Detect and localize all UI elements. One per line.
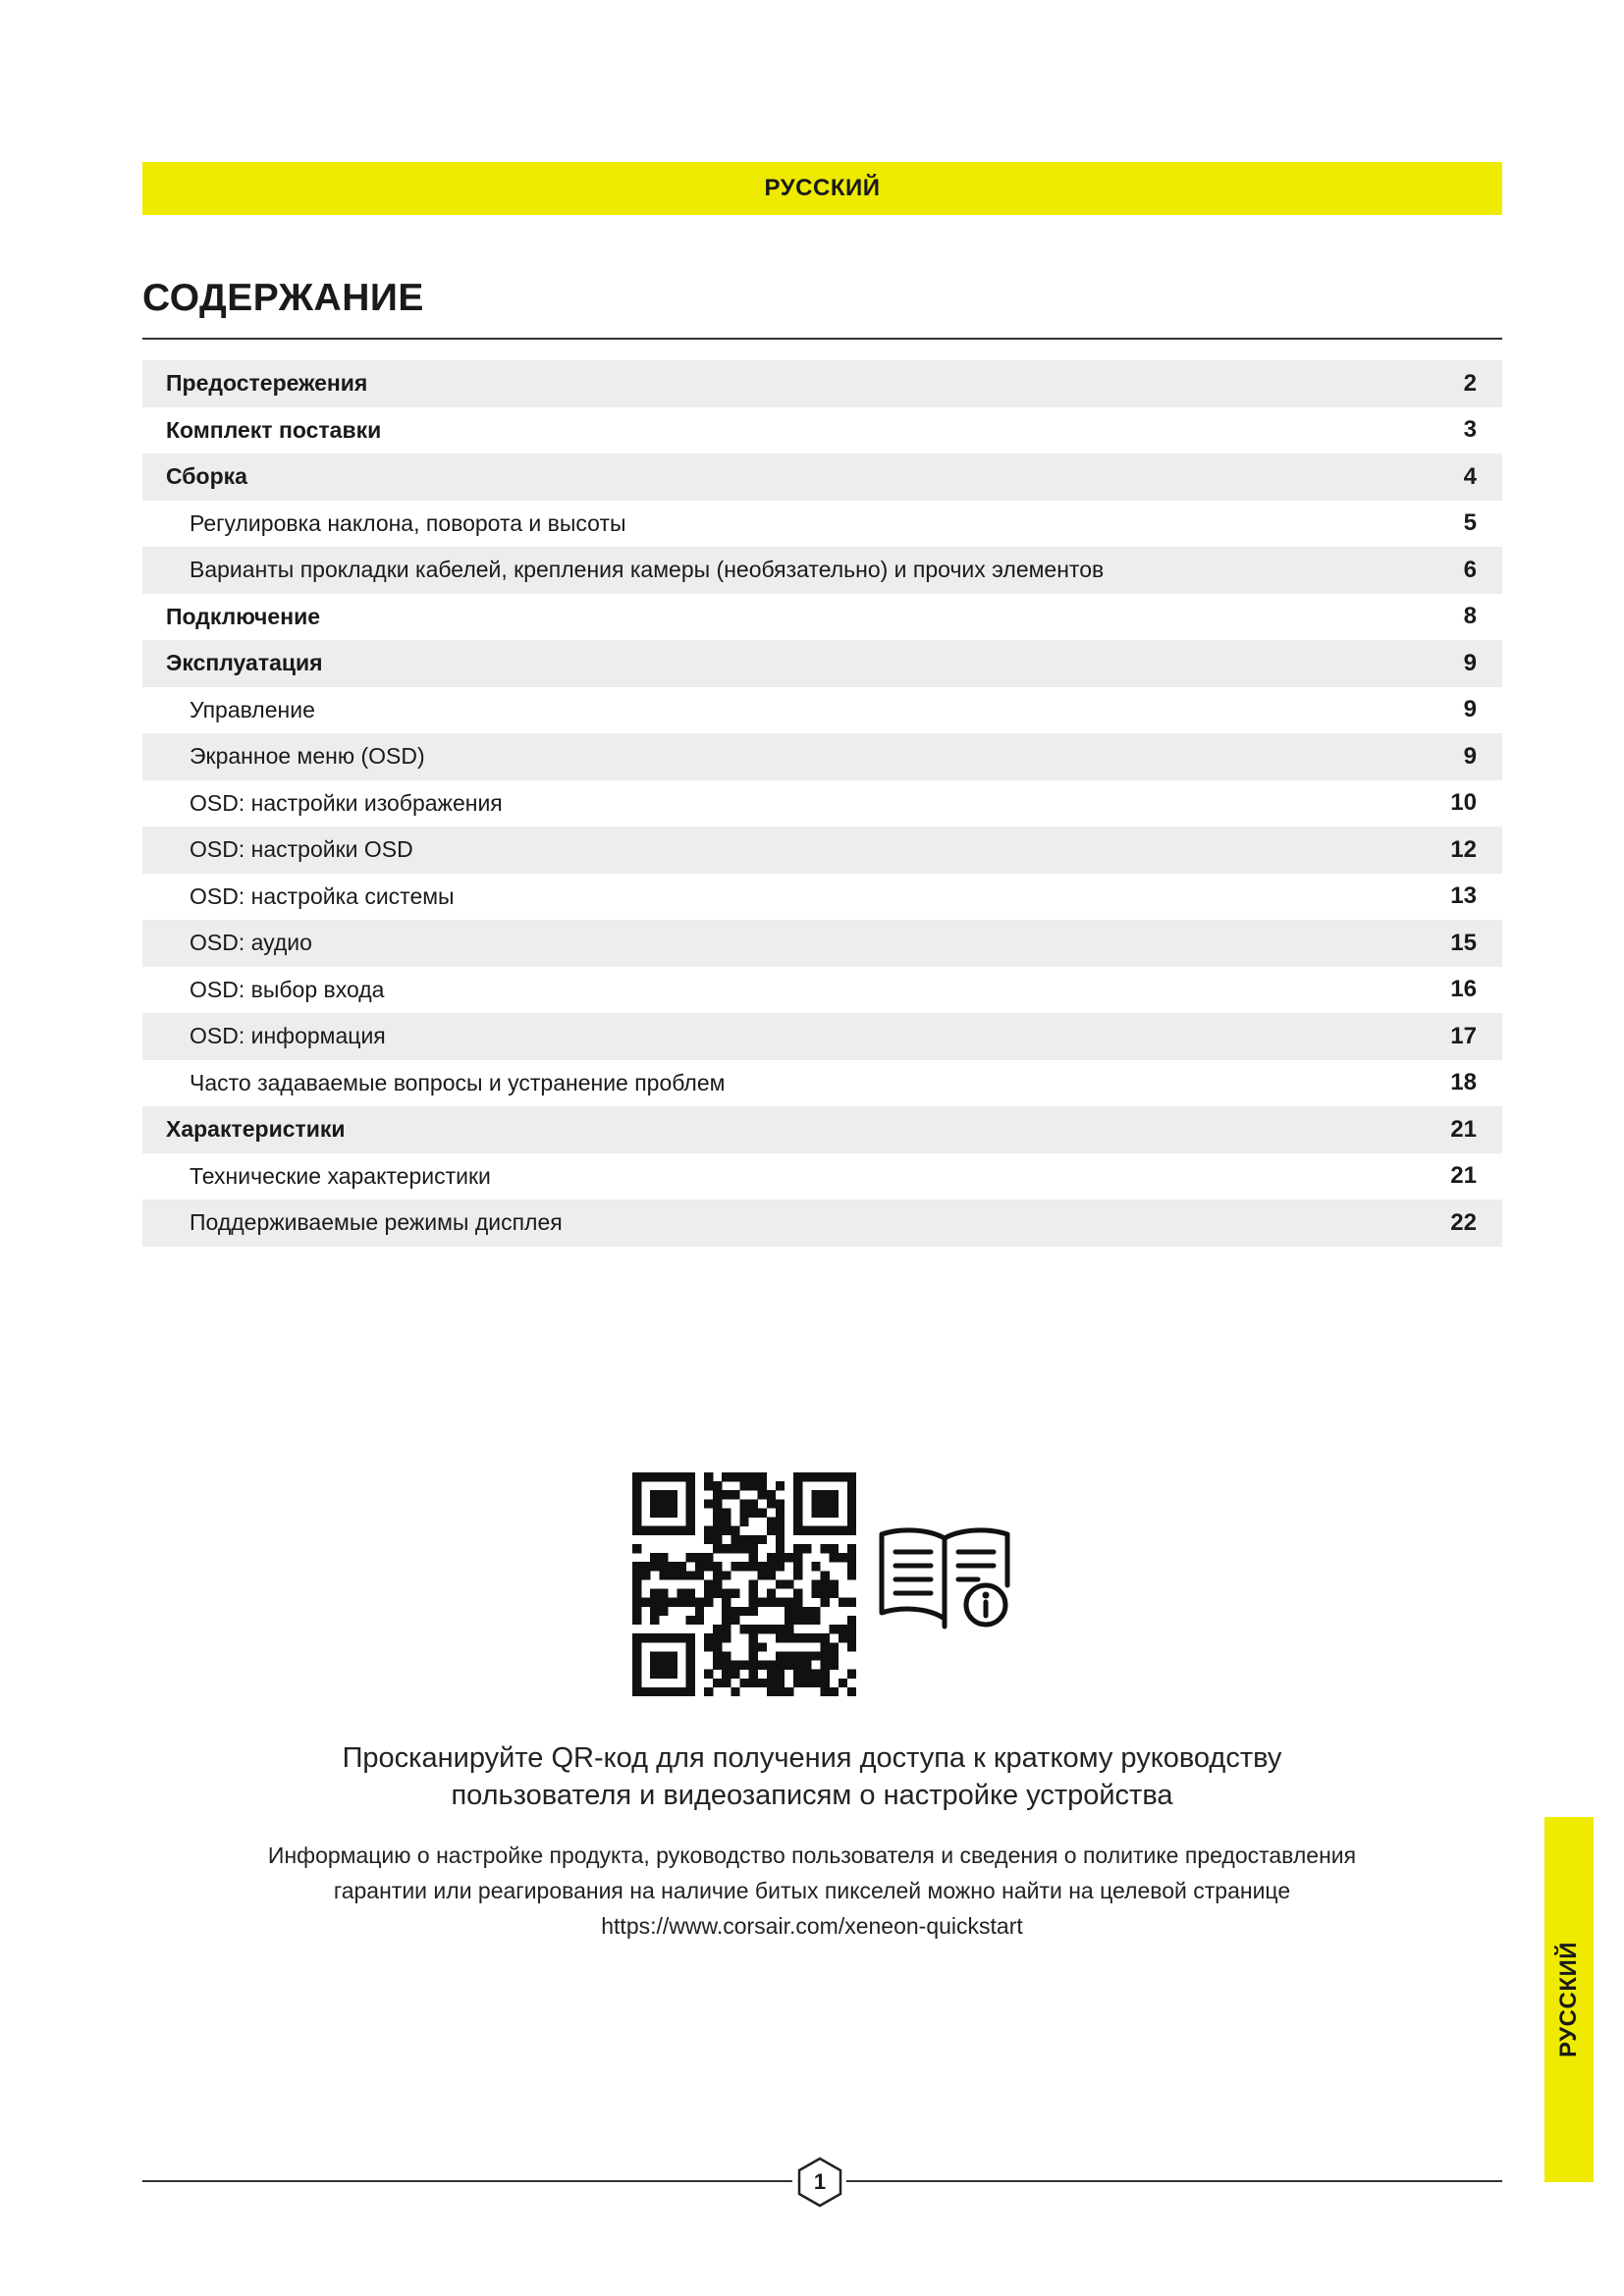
toc-entry-label: OSD: настройки OSD bbox=[189, 836, 413, 863]
quickstart-url[interactable]: https://www.corsair.com/xeneon-quickstart bbox=[601, 1913, 1023, 1939]
toc-entry-page: 13 bbox=[1450, 882, 1477, 910]
page-number: 1 bbox=[813, 2169, 827, 2194]
toc-entry-label: Технические характеристики bbox=[189, 1162, 491, 1189]
toc-entry-page: 22 bbox=[1450, 1208, 1477, 1236]
toc-entry-page: 21 bbox=[1450, 1115, 1477, 1143]
side-language-tab bbox=[1544, 1817, 1594, 2182]
toc-entry-page: 16 bbox=[1450, 976, 1477, 1003]
toc-title: СОДЕРЖАНИЕ bbox=[142, 277, 424, 319]
toc-entry[interactable] bbox=[142, 874, 1502, 921]
toc-entry[interactable] bbox=[142, 687, 1502, 734]
toc-entry[interactable] bbox=[142, 1013, 1502, 1060]
toc-entry-page: 15 bbox=[1450, 929, 1477, 956]
qr-caption bbox=[0, 1739, 1624, 1814]
toc-entry-label: Варианты прокладки кабелей, крепления камеры (необязательно) и прочих элементов bbox=[189, 557, 1105, 583]
toc-entry-page: 4 bbox=[1463, 462, 1477, 490]
toc-entry[interactable] bbox=[142, 1153, 1502, 1201]
toc-entry[interactable] bbox=[142, 780, 1502, 828]
toc-entry-page: 3 bbox=[1463, 416, 1477, 444]
toc-entry-page: 8 bbox=[1463, 603, 1477, 630]
toc-entry-page: 12 bbox=[1450, 835, 1477, 863]
toc-entry-page: 6 bbox=[1463, 556, 1477, 583]
toc-entry[interactable] bbox=[142, 967, 1502, 1014]
toc-entry-page: 21 bbox=[1450, 1162, 1477, 1190]
toc-entry-page: 9 bbox=[1463, 696, 1477, 723]
language-banner bbox=[142, 162, 1502, 215]
toc-entry-page: 18 bbox=[1450, 1069, 1477, 1096]
toc-entry-label: Предостережения bbox=[166, 370, 368, 397]
toc-entry[interactable] bbox=[142, 547, 1502, 594]
toc-entry[interactable] bbox=[142, 920, 1502, 967]
toc-entry-label: OSD: настройки изображения bbox=[189, 789, 503, 816]
manual-info-icon bbox=[876, 1524, 1013, 1632]
language-banner-label: РУССКИЙ bbox=[764, 175, 881, 201]
toc-entry-label: OSD: информация bbox=[189, 1023, 386, 1049]
toc-entry-label: OSD: настройка системы bbox=[189, 882, 455, 909]
toc-entry-page: 9 bbox=[1463, 649, 1477, 676]
toc-entry-label: Комплект поставки bbox=[166, 416, 382, 443]
toc-entry-label: Эксплуатация bbox=[166, 650, 323, 676]
toc-entry[interactable] bbox=[142, 454, 1502, 501]
toc-entry[interactable] bbox=[142, 1106, 1502, 1153]
toc-entry-page: 5 bbox=[1463, 509, 1477, 537]
qr-caption-line-2: пользователя и видеозаписям о настройке устройства bbox=[451, 1780, 1173, 1811]
toc-entry-label: Сборка bbox=[166, 463, 247, 490]
info-line-2: гарантии или реагирования на наличие битых пикселей можно найти на целевой странице bbox=[333, 1878, 1291, 1903]
toc-entry-label: OSD: аудио bbox=[189, 930, 312, 956]
info-line-1: Информацию о настройке продукта, руководство пользователя и сведения о политике предоставления bbox=[267, 1842, 1357, 1868]
toc-entry[interactable] bbox=[142, 594, 1502, 641]
toc-entry-label: Экранное меню (OSD) bbox=[189, 743, 425, 770]
toc-entry-label: OSD: выбор входа bbox=[189, 976, 385, 1002]
toc-entry-label: Характеристики bbox=[166, 1116, 346, 1143]
toc-entry[interactable] bbox=[142, 640, 1502, 687]
info-text bbox=[0, 1838, 1624, 1944]
toc-entry[interactable] bbox=[142, 827, 1502, 874]
toc-entry-label: Поддерживаемые режимы дисплея bbox=[189, 1209, 563, 1236]
toc-entry[interactable] bbox=[142, 360, 1502, 407]
toc-entry-label: Регулировка наклона, поворота и высоты bbox=[189, 509, 626, 536]
toc-entry-label: Часто задаваемые вопросы и устранение проблем bbox=[189, 1069, 726, 1095]
qr-code-icon[interactable] bbox=[632, 1472, 856, 1696]
footer-rule-right bbox=[846, 2180, 1502, 2182]
toc-entry-page: 9 bbox=[1463, 742, 1477, 770]
toc-entry[interactable] bbox=[142, 501, 1502, 548]
toc-entry[interactable] bbox=[142, 1200, 1502, 1247]
title-divider bbox=[142, 338, 1502, 340]
toc-entry[interactable] bbox=[142, 733, 1502, 780]
toc-entry[interactable] bbox=[142, 1060, 1502, 1107]
table-of-contents bbox=[142, 360, 1502, 1247]
toc-entry-page: 10 bbox=[1450, 789, 1477, 817]
toc-entry-page: 2 bbox=[1463, 369, 1477, 397]
footer-rule-left bbox=[142, 2180, 792, 2182]
toc-entry-page: 17 bbox=[1450, 1022, 1477, 1049]
toc-entry-label: Подключение bbox=[166, 603, 321, 629]
toc-entry-label: Управление bbox=[189, 696, 315, 722]
qr-caption-line-1: Просканируйте QR-код для получения доступа к краткому руководству bbox=[342, 1742, 1282, 1774]
toc-entry[interactable] bbox=[142, 407, 1502, 454]
side-language-label: РУССКИЙ bbox=[1555, 1942, 1582, 2057]
